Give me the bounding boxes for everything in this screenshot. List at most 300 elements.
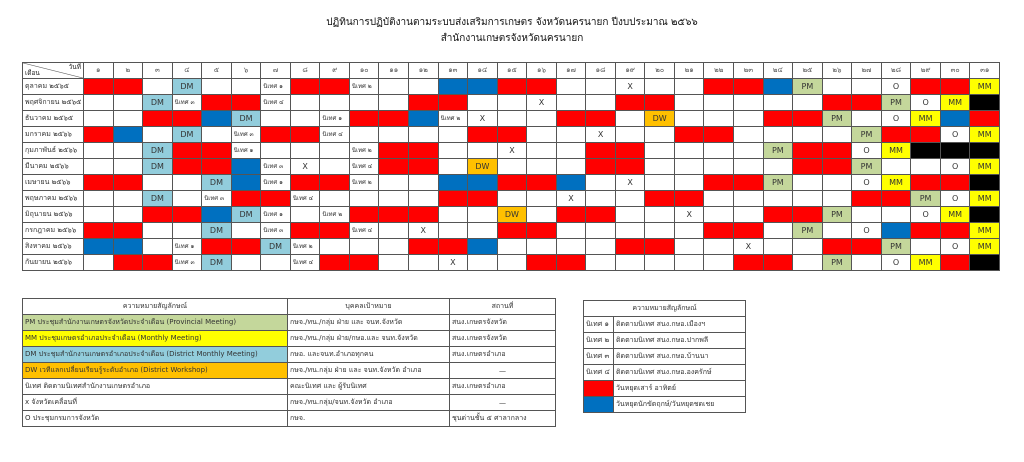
empty-day-cell [290,111,320,127]
dm-event-cell: DM [172,79,202,95]
empty-day-cell [734,143,764,159]
supervision-cell: นิเทศ ๑ [261,175,291,191]
legend-target: กษอ. และจนท.อำเภอทุกคน [288,347,450,363]
dm-event-cell: DM [231,207,261,223]
calendar-row [23,79,1000,95]
empty-day-cell [763,223,793,239]
public-holiday-cell [231,175,261,191]
supervision-meaning: ติดตามนิเทศ สนง.กษอ.บ้านนา [614,349,746,365]
empty-day-cell [615,223,645,239]
day-header: ๑๑ [379,63,409,79]
empty-day-cell [763,127,793,143]
empty-day-cell [586,95,616,111]
day-header: ๒๒ [704,63,734,79]
empty-day-cell [852,79,882,95]
supervision-meaning: ติดตามนิเทศ สนง.กษอ.ปากพลี [614,333,746,349]
day-header: ๑๓ [438,63,468,79]
empty-day-cell [84,255,114,271]
blank-day-cell [970,95,1000,111]
holiday-weekend-cell [940,175,970,191]
empty-day-cell [645,143,675,159]
public-holiday-cell [881,223,911,239]
public-holiday-cell [763,79,793,95]
empty-day-cell [704,143,734,159]
blank-day-cell [970,255,1000,271]
month-label: มิถุนายน ๒๕๖๖ [23,207,84,223]
supervision-code: นิเทศ ๓ [584,349,614,365]
empty-day-cell [704,111,734,127]
holiday-weekend-cell [674,191,704,207]
empty-day-cell [84,159,114,175]
calendar-row [23,175,1000,191]
calendar-corner-cell [23,63,84,79]
legend-header-target: บุคคลเป้าหมาย [288,299,450,315]
legend-place: สนง.เกษตรจังหวัด [450,331,556,347]
empty-day-cell [852,207,882,223]
empty-day-cell [674,175,704,191]
mm-event-cell: MM [881,143,911,159]
holiday-weekend-cell [84,223,114,239]
holiday-weekend-cell [290,175,320,191]
supervision-cell: นิเทศ ๔ [290,255,320,271]
holiday-weekend-cell [320,223,350,239]
blank-day-cell [970,143,1000,159]
empty-day-cell [379,255,409,271]
holiday-weekend-cell [84,79,114,95]
holiday-weekend-cell [881,127,911,143]
empty-day-cell [674,95,704,111]
empty-day-cell [527,191,557,207]
empty-day-cell [409,175,439,191]
holiday-weekend-cell [852,95,882,111]
empty-day-cell [556,127,586,143]
supervision-cell: นิเทศ ๒ [438,111,468,127]
supervision-cell: นิเทศ ๔ [349,223,379,239]
holiday-weekend-cell [970,111,1000,127]
empty-day-cell [320,239,350,255]
empty-day-cell [645,207,675,223]
holiday-weekend-cell [704,127,734,143]
pm-event-cell: PM [822,207,852,223]
empty-day-cell [556,239,586,255]
legend-row [23,379,556,395]
empty-day-cell [261,111,291,127]
empty-day-cell [527,239,557,255]
empty-day-cell [438,127,468,143]
day-header: ๘ [290,63,320,79]
supervision-cell: นิเทศ ๔ [261,95,291,111]
day-header: ๙ [320,63,350,79]
holiday-weekend-cell [704,223,734,239]
holiday-weekend-cell [231,95,261,111]
empty-day-cell [497,111,527,127]
public-holiday-cell [84,239,114,255]
supervision-legend-header: ความหมายสัญลักษณ์ [584,301,746,317]
empty-day-cell [822,223,852,239]
supervision-legend-row [584,349,746,365]
legend-table [22,298,556,427]
holiday-weekend-cell [852,239,882,255]
empty-day-cell [438,207,468,223]
day-header: ๒ [113,63,143,79]
empty-day-cell [84,111,114,127]
holiday-weekend-cell [763,207,793,223]
empty-day-cell [349,239,379,255]
legend-meaning: DW เวทีแลกเปลี่ยนเรียนรู้ระดับอำเภอ (District Workshop) [23,363,288,379]
empty-day-cell [468,223,498,239]
legend-place: สนง.เกษตรอำเภอ [450,379,556,395]
public-holiday-cell [468,175,498,191]
holiday-weekend-cell [290,127,320,143]
legend-place: — [450,395,556,411]
empty-day-cell [172,223,202,239]
holiday-weekend-cell [793,143,823,159]
day-header: ๑๔ [468,63,498,79]
supervision-legend-table [583,300,746,413]
dm-event-cell: DM [172,127,202,143]
pm-event-cell: PM [763,175,793,191]
mm-event-cell: MM [881,175,911,191]
calendar-row [23,223,1000,239]
holiday-weekend-cell [881,191,911,207]
public-holiday-cell [113,127,143,143]
empty-day-cell [172,175,202,191]
calendar-row [23,239,1000,255]
holiday-weekend-cell [349,111,379,127]
holiday-weekend-cell [409,159,439,175]
supervision-legend-header-row [584,301,746,317]
supervision-legend-row [584,381,746,397]
dm-event-cell: DM [231,111,261,127]
public-holiday-cell [409,111,439,127]
empty-day-cell [793,175,823,191]
empty-day-cell [261,143,291,159]
empty-day-cell [349,95,379,111]
supervision-cell: นิเทศ ๒ [290,239,320,255]
provincial-committee-cell: O [940,127,970,143]
empty-day-cell [645,175,675,191]
empty-day-cell [793,191,823,207]
provincial-committee-cell: O [881,111,911,127]
calendar-row [23,191,1000,207]
holiday-weekend-cell [497,127,527,143]
empty-day-cell [734,191,764,207]
legend-header-meaning: ความหมายสัญลักษณ์ [23,299,288,315]
day-header: ๒๖ [822,63,852,79]
empty-day-cell [379,127,409,143]
holiday-weekend-cell [586,111,616,127]
holiday-weekend-cell [911,223,941,239]
holiday-weekend-cell [320,255,350,271]
empty-day-cell [645,127,675,143]
empty-day-cell [763,239,793,255]
public-holiday-cell [202,111,232,127]
public-holiday-cell [556,175,586,191]
empty-day-cell [113,207,143,223]
holiday-weekend-cell [793,159,823,175]
pm-event-cell: PM [763,143,793,159]
pm-event-cell: PM [852,159,882,175]
color-swatch [584,397,614,413]
legend-target: คณะนิเทศ และ ผู้รับนิเทศ [288,379,450,395]
holiday-weekend-cell [674,127,704,143]
dm-event-cell: DM [261,239,291,255]
dm-event-cell: DM [202,175,232,191]
empty-day-cell [468,95,498,111]
holiday-weekend-cell [527,79,557,95]
empty-day-cell [734,127,764,143]
holiday-weekend-cell [143,207,173,223]
provincial-committee-cell: O [852,143,882,159]
pm-event-cell: PM [793,223,823,239]
empty-day-cell [586,175,616,191]
empty-day-cell [113,95,143,111]
day-header: ๑๐ [349,63,379,79]
empty-day-cell [349,127,379,143]
day-header: ๑๘ [586,63,616,79]
holiday-weekend-cell [793,207,823,223]
supervision-cell: นิเทศ ๓ [261,223,291,239]
empty-day-cell [556,159,586,175]
holiday-weekend-cell [734,255,764,271]
supervision-cell: นิเทศ ๒ [349,175,379,191]
supervision-cell: นิเทศ ๔ [290,191,320,207]
legend-meaning: x จังหวัดเคลื่อนที่ [23,395,288,411]
public-holiday-cell [202,207,232,223]
pm-event-cell: PM [881,239,911,255]
empty-day-cell [822,191,852,207]
empty-day-cell [438,223,468,239]
empty-day-cell [438,159,468,175]
holiday-weekend-cell [379,111,409,127]
dw-event-cell: DW [468,159,498,175]
blank-day-cell [970,207,1000,223]
supervision-legend-row [584,397,746,413]
month-label: พฤศจิกายน ๒๕๖๕ [23,95,84,111]
holiday-weekend-cell [84,127,114,143]
holiday-weekend-cell [172,111,202,127]
mm-event-cell: MM [940,207,970,223]
legend-target: กษจ. [288,411,450,427]
empty-day-cell [911,159,941,175]
holiday-weekend-cell [202,239,232,255]
blank-day-cell [940,143,970,159]
holiday-weekend-cell [615,239,645,255]
empty-day-cell [527,143,557,159]
public-holiday-cell [113,239,143,255]
holiday-weekend-cell [822,143,852,159]
provincial-committee-cell: O [881,79,911,95]
legend-target: กษจ./ทน./กลุ่ม ฝ่าย/กษอ.และ จนท.จังหวัด [288,331,450,347]
provincial-committee-cell: O [881,255,911,271]
empty-day-cell [645,255,675,271]
holiday-weekend-cell [290,79,320,95]
empty-day-cell [497,95,527,111]
legend-target: กษจ./ทน.กลุ่ม ฝ่าย และ จนท.จังหวัด อำเภอ [288,363,450,379]
provincial-committee-cell: O [852,175,882,191]
mm-event-cell: MM [970,127,1000,143]
holiday-weekend-cell [615,95,645,111]
pm-event-cell: PM [822,111,852,127]
empty-day-cell [822,79,852,95]
calendar-row [23,143,1000,159]
mobile-province-cell: X [290,159,320,175]
holiday-weekend-cell [113,223,143,239]
empty-day-cell [822,175,852,191]
month-label: ธันวาคม ๒๕๖๕ [23,111,84,127]
legend-header-row [23,299,556,315]
empty-day-cell [409,191,439,207]
holiday-weekend-cell [615,159,645,175]
holiday-weekend-cell [911,79,941,95]
provincial-committee-cell: O [852,223,882,239]
legend-place: สนง.เกษตรอำเภอ [450,347,556,363]
legend-meaning: DM ประชุมสำนักงานเกษตรอำเภอประจำเดือน (District Monthly Meeting) [23,347,288,363]
supervision-meaning: ติดตามนิเทศ สนง.กษอ.เมืองฯ [614,317,746,333]
empty-day-cell [202,127,232,143]
holiday-weekend-cell [379,143,409,159]
empty-day-cell [586,255,616,271]
holiday-weekend-cell [202,159,232,175]
empty-day-cell [586,79,616,95]
holiday-weekend-cell [143,111,173,127]
color-swatch [584,381,614,397]
empty-day-cell [379,95,409,111]
supervision-cell: นิเทศ ๑ [320,111,350,127]
calendar-row [23,95,1000,111]
empty-day-cell [881,159,911,175]
mobile-province-cell: X [586,127,616,143]
month-label: กุมภาพันธ์ ๒๕๖๖ [23,143,84,159]
mm-event-cell: MM [970,239,1000,255]
mobile-province-cell: X [674,207,704,223]
holiday-weekend-cell [645,239,675,255]
legend-meaning: PM ประชุมสำนักงานเกษตรจังหวัดประจำเดือน (Provincial Meeting) [23,315,288,331]
legend-place: — [450,363,556,379]
holiday-weekend-cell [409,143,439,159]
month-label: สิงหาคม ๒๕๖๖ [23,239,84,255]
legend-place: ชุนด่านชั้น ๕ ศาลากลาง [450,411,556,427]
empty-day-cell [645,79,675,95]
empty-day-cell [674,159,704,175]
pm-event-cell: PM [881,95,911,111]
empty-day-cell [704,255,734,271]
holiday-weekend-cell [231,239,261,255]
empty-day-cell [763,159,793,175]
empty-day-cell [704,239,734,255]
empty-day-cell [231,255,261,271]
empty-day-cell [704,207,734,223]
mobile-province-cell: X [527,95,557,111]
empty-day-cell [704,191,734,207]
supervision-meaning: วันหยุดนักขัตฤกษ์/วันหยุดชดเชย [614,397,746,413]
holiday-weekend-cell [202,95,232,111]
holiday-weekend-cell [320,79,350,95]
month-label: กันยายน ๒๕๖๖ [23,255,84,271]
legend-meaning: O ประชุมกรมการจังหวัด [23,411,288,427]
empty-day-cell [734,95,764,111]
calendar-row [23,111,1000,127]
holiday-weekend-cell [172,143,202,159]
empty-day-cell [674,79,704,95]
supervision-cell: นิเทศ ๓ [172,95,202,111]
holiday-weekend-cell [793,111,823,127]
supervision-cell: นิเทศ ๒ [349,143,379,159]
empty-day-cell [793,255,823,271]
holiday-weekend-cell [379,159,409,175]
day-header: ๒๕ [793,63,823,79]
mobile-province-cell: X [556,191,586,207]
empty-day-cell [379,79,409,95]
empty-day-cell [763,191,793,207]
holiday-weekend-cell [231,191,261,207]
empty-day-cell [468,255,498,271]
holiday-weekend-cell [438,95,468,111]
empty-day-cell [290,207,320,223]
empty-day-cell [645,223,675,239]
calendar-row [23,159,1000,175]
empty-day-cell [290,143,320,159]
holiday-weekend-cell [615,143,645,159]
supervision-cell: นิเทศ ๓ [231,127,261,143]
empty-day-cell [793,95,823,111]
holiday-weekend-cell [409,207,439,223]
month-label: มีนาคม ๒๕๖๖ [23,159,84,175]
day-header: ๒๗ [852,63,882,79]
legend-meaning: MM ประชุมเกษตรอำเภอประจำเดือน (Monthly Meeting) [23,331,288,347]
day-header: ๒๑ [674,63,704,79]
day-header: ๕ [202,63,232,79]
dm-event-cell: DM [143,191,173,207]
empty-day-cell [113,111,143,127]
empty-day-cell [497,191,527,207]
holiday-weekend-cell [645,191,675,207]
holiday-weekend-cell [497,175,527,191]
day-header: ๒๓ [734,63,764,79]
day-header: ๓๑ [970,63,1000,79]
holiday-weekend-cell [704,79,734,95]
month-label: พฤษภาคม ๒๕๖๖ [23,191,84,207]
pm-event-cell: PM [911,191,941,207]
empty-day-cell [468,143,498,159]
empty-day-cell [113,143,143,159]
supervision-code: นิเทศ ๒ [584,333,614,349]
holiday-weekend-cell [763,255,793,271]
mobile-province-cell: X [497,143,527,159]
empty-day-cell [143,79,173,95]
empty-day-cell [615,111,645,127]
holiday-weekend-cell [734,79,764,95]
empty-day-cell [911,239,941,255]
day-header: ๒๔ [763,63,793,79]
blank-day-cell [911,143,941,159]
holiday-weekend-cell [940,255,970,271]
holiday-weekend-cell [822,239,852,255]
supervision-cell: นิเทศ ๓ [172,255,202,271]
mm-event-cell: MM [940,95,970,111]
holiday-weekend-cell [379,207,409,223]
empty-day-cell [793,239,823,255]
supervision-meaning: ติดตามนิเทศ สนง.กษอ.องครักษ์ [614,365,746,381]
empty-day-cell [674,143,704,159]
holiday-weekend-cell [497,79,527,95]
empty-day-cell [231,79,261,95]
empty-day-cell [734,111,764,127]
public-holiday-cell [468,239,498,255]
calendar-row [23,255,1000,271]
day-header: ๑๕ [497,63,527,79]
empty-day-cell [468,207,498,223]
